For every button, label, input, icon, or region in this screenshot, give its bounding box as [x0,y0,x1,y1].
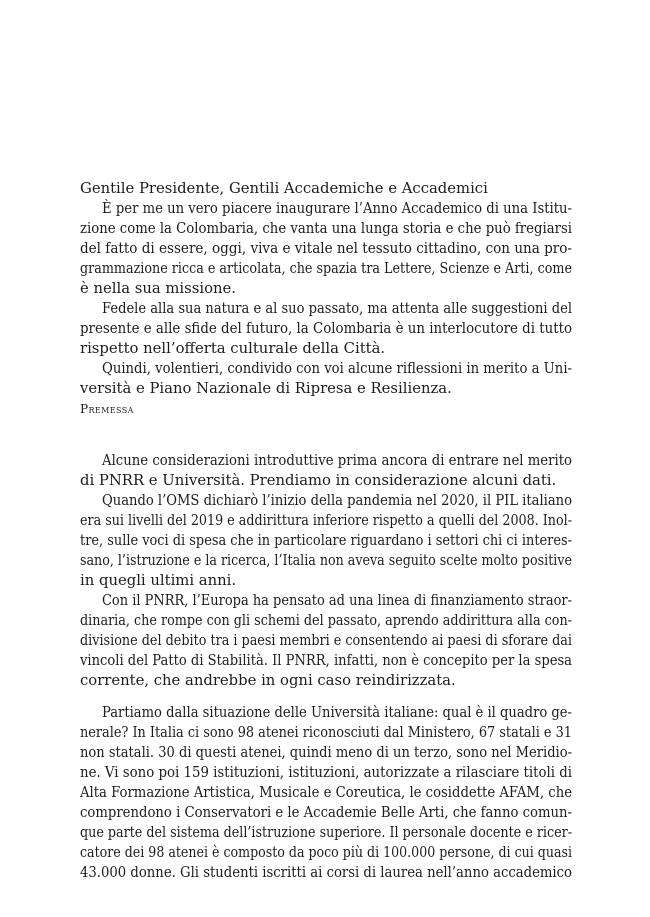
text-line [0,319,650,339]
text-line [0,471,650,491]
text-line-content: divisione del debito tra i paesi membri e consentendo ai paesi di sforare dai [80,632,572,649]
text-line [0,339,650,359]
text-line [0,551,650,571]
text-line-content: dinaria, che rompe con gli schemi del passato, aprendo addirittura alla con- [80,612,572,629]
text-line [0,179,650,199]
text-line-content: del fatto di essere, oggi, viva e vitale nel tessuto cittadino, con una pro- [80,240,572,257]
text-line-content: sano, l’istruzione e la ricerca, l’Italia non aveva seguito scelte molto positive [80,552,572,569]
text-line-content: nerale? In Italia ci sono 98 atenei riconosciuti dal Ministero, 67 statali e 31 [80,724,572,741]
text-line-content: ne. Vi sono poi 159 istituzioni, istituzioni, autorizzate a rilasciare titoli di [80,764,572,781]
text-line [0,239,650,259]
text-line [0,199,650,219]
text-line-content: zione come la Colombaria, che vanta una lunga storia e che può fregiarsi [80,220,572,237]
text-line-content: catore dei 98 atenei è composto da poco più di 100.000 persone, di cui quasi [80,844,572,861]
text-line [0,631,650,651]
text-line-content: Gentile Presidente, Gentili Accademiche e Accademici [80,180,488,197]
text-line-content: Quindi, volentieri, condivido con voi alcune riflessioni in merito a Uni- [102,360,572,377]
text-line-content: è nella sua missione. [80,280,236,297]
text-line-content: Fedele alla sua natura e al suo passato, ma attenta alle suggestioni del [102,300,572,317]
text-line-content: 43.000 donne. Gli studenti iscritti ai corsi di laurea nell’anno accademico [80,864,572,881]
text-line-content: corrente, che andrebbe in ogni caso reindirizzata. [80,672,456,689]
text-line-content: era sui livelli del 2019 e addirittura inferiore rispetto a quelli del 2008. Inol- [80,512,572,529]
text-line [0,651,650,671]
text-line [0,219,650,239]
text-line [0,279,650,299]
text-line [0,299,650,319]
text-line [0,379,650,399]
text-line [0,703,650,723]
text-line-content: in quegli ultimi anni. [80,572,237,589]
text-line-content: Quando l’OMS dichiarò l’inizio della pandemia nel 2020, il PIL italiano [102,492,572,509]
text-line-content: di PNRR e Università. Prendiamo in considerazione alcuni dati. [80,472,557,489]
text-line [0,531,650,551]
text-line [0,611,650,631]
text-line [0,723,650,743]
text-line [0,823,650,843]
text-line-content: Con il PNRR, l’Europa ha pensato ad una linea di finanziamento straor- [102,592,572,609]
text-line-content: non statali. 30 di questi atenei, quindi meno di un terzo, sono nel Meridio- [80,744,572,761]
text-line [0,259,650,279]
text-line [0,671,650,691]
text-line [0,863,650,883]
text-line [0,571,650,591]
text-line-content: vincoli del Patto di Stabilità. Il PNRR, infatti, non è concepito per la spesa [80,652,572,669]
text-line [0,763,650,783]
section-heading-premessa: Premessa [80,402,134,416]
text-line-content: grammazione ricca e articolata, che spazia tra Lettere, Scienze e Arti, come [80,260,572,277]
text-line-content: versità e Piano Nazionale di Ripresa e Resilienza. [80,380,452,397]
text-line-content: comprendono i Conservatori e le Accademie Belle Arti, che fanno comun- [80,804,572,821]
text-line-content: presente e alle sfide del futuro, la Colombaria è un interlocutore di tutto [80,320,572,337]
text-line-content: rispetto nell’offerta culturale della Città. [80,340,386,357]
text-line-content: Alta Formazione Artistica, Musicale e Coreutica, le cosiddette AFAM, che [80,784,572,801]
text-line [0,359,650,379]
text-line [0,743,650,763]
text-line-content: È per me un vero piacere inaugurare l’Anno Accademico di una Istitu- [102,200,572,217]
text-line [0,591,650,611]
text-line-content: que parte del sistema dell’istruzione superiore. Il personale docente e ricer- [80,824,572,841]
text-line [0,843,650,863]
text-line-content: tre, sulle voci di spesa che in particolare riguardano i settori chi ci interes- [80,532,572,549]
text-line [0,783,650,803]
text-line [0,803,650,823]
text-line [0,451,650,471]
text-line [0,511,650,531]
text-line-content: Partiamo dalla situazione delle Università italiane: qual è il quadro ge- [102,704,572,721]
text-line [0,491,650,511]
text-line-content: Alcune considerazioni introduttive prima ancora di entrare nel merito [102,452,572,469]
